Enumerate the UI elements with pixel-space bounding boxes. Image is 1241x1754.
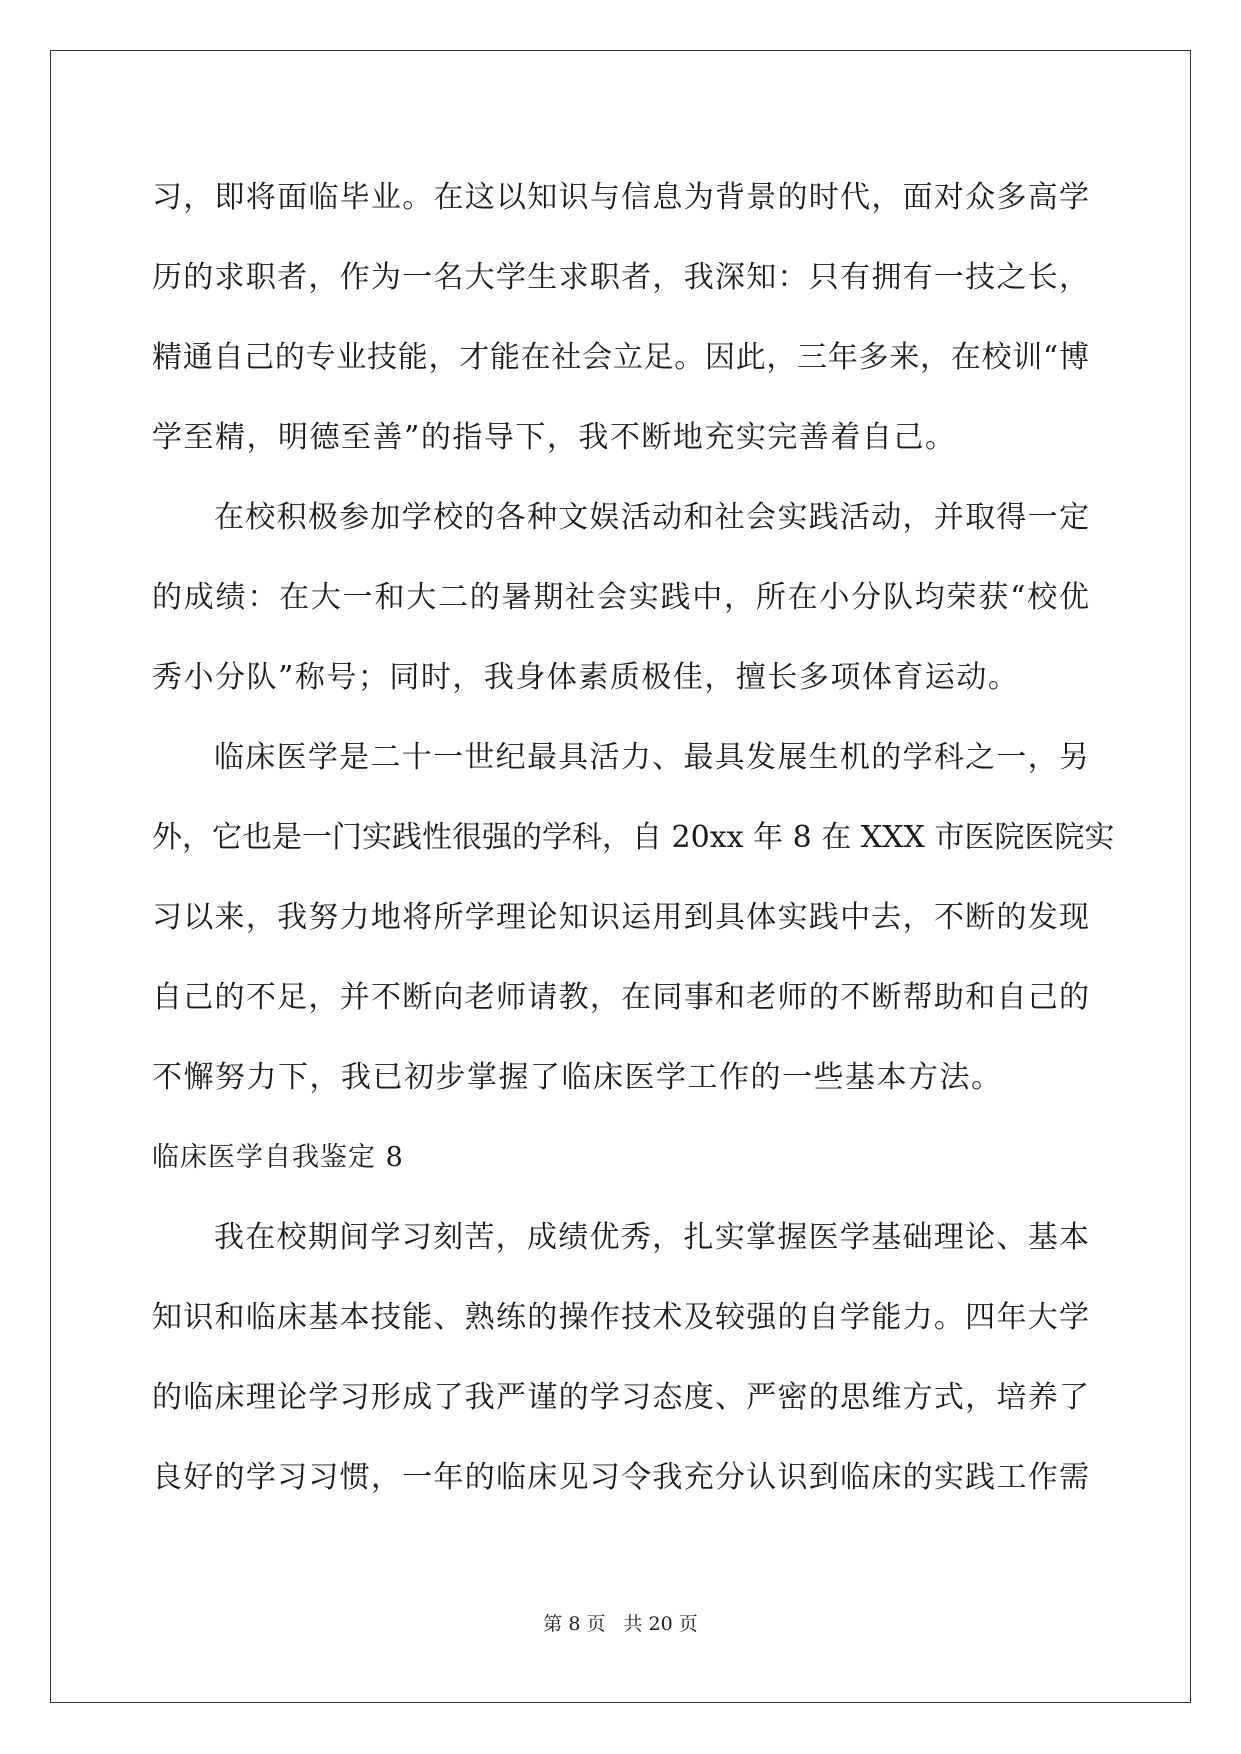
text-line: 自己的不足，并不断向老师请教，在同事和老师的不断帮助和自己的 [152,980,1089,1015]
text-line: 习，即将面临毕业。在这以知识与信息为背景的时代，面对众多高学 [152,180,1089,215]
section-heading: 临床医学自我鉴定 8 [152,1142,404,1173]
text-line: 习以来，我努力地将所学理论知识运用到具体实践中去，不断的发现 [152,900,1089,935]
text-line: 良好的学习习惯，一年的临床见习令我充分认识到临床的实践工作需 [152,1460,1089,1495]
text-line: 历的求职者，作为一名大学生求职者，我深知：只有拥有一技之长， [152,260,1089,295]
text-line: 精通自己的专业技能，才能在社会立足。因此，三年多来，在校训“博 [152,340,1089,375]
text-line: 的临床理论学习形成了我严谨的学习态度、严密的思维方式，培养了 [152,1380,1089,1415]
page-footer [0,1612,1241,1636]
text-line: 外，它也是一门实践性很强的学科，自 20xx 年 8 在 XXX 市医院医院实 [152,820,1115,855]
page-total: 共 20 页 [623,1613,698,1635]
text-line: 的成绩：在大一和大二的暑期社会实践中，所在小分队均荣获“校优 [152,580,1089,615]
text-line: 知识和临床基本技能、熟练的操作技术及较强的自学能力。四年大学 [152,1300,1089,1335]
paragraph-start-line: 临床医学是二十一世纪最具活力、最具发展生机的学科之一，另 [214,740,1089,775]
text-line: 学至精，明德至善”的指导下，我不断地充实完善着自己。 [152,420,957,455]
document-body [152,158,1115,1518]
paragraph-start-line: 在校积极参加学校的各种文娱活动和社会实践活动，并取得一定 [214,500,1089,535]
paragraph-start-line: 我在校期间学习刻苦，成绩优秀，扎实掌握医学基础理论、基本 [214,1220,1089,1255]
page-number: 第 8 页 [543,1613,606,1635]
text-line: 秀小分队”称号；同时，我身体素质极佳，擅长多项体育运动。 [152,660,1020,695]
text-line: 不懈努力下，我已初步掌握了临床医学工作的一些基本方法。 [152,1060,1003,1095]
